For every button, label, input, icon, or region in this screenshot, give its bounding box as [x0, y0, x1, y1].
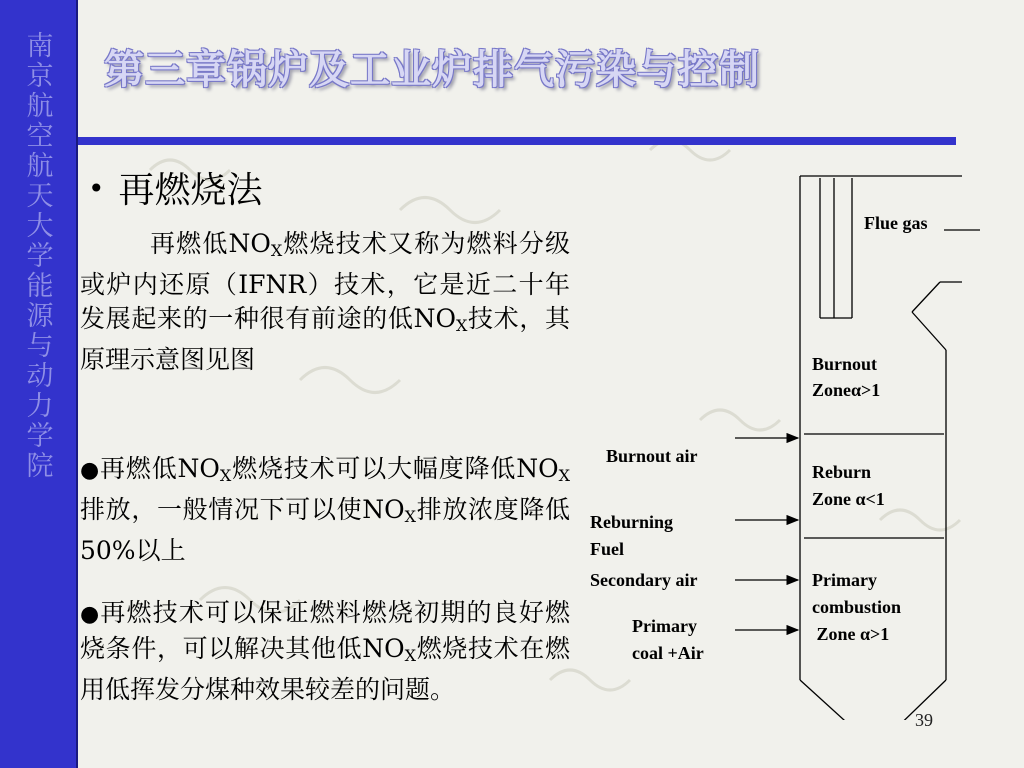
heading-text: 再燃烧法	[118, 170, 263, 211]
bullet-dot-icon: ●	[80, 458, 101, 483]
p1-sub-1: X	[270, 241, 283, 260]
paragraph-intro	[80, 227, 570, 377]
p2-sub-3: X	[404, 507, 417, 526]
hopper-left	[800, 680, 866, 720]
p2-text-c: 排放，一般情况下可以使NO	[80, 495, 405, 524]
flue-gas-label: Flue gas	[864, 213, 928, 233]
p1-sub-2: X	[455, 316, 468, 335]
burnout-zone-label: Burnout	[812, 354, 878, 374]
sidebar	[0, 0, 78, 768]
sidebar-school-name: 南京航空航天大学能源与动力学院	[26, 31, 54, 482]
furnace-right-slope	[912, 312, 946, 350]
reburning-fuel-label: Reburning	[590, 512, 674, 532]
paragraph-benefit-2	[80, 596, 570, 707]
p2-text-a: 再燃低NO	[100, 454, 220, 483]
primary-zone-label: Primary	[812, 570, 877, 590]
page-number: 39	[915, 710, 933, 730]
p2-sub-2: X	[558, 466, 570, 485]
reburn-zone-label: Reburn	[812, 462, 872, 482]
primary-zone-label-3: Zone α>1	[812, 624, 890, 644]
primary-coal-label-2: coal +Air	[632, 643, 704, 663]
p2-sub-1: X	[219, 466, 232, 485]
p1-text-c: 技术，其原理示意图见图	[80, 304, 570, 374]
p3-text-a: 再燃技术可以保证燃料燃烧初期的良好燃烧条件，可以解决其他低NO	[80, 598, 570, 663]
p2-text-b: 燃烧技术可以大幅度降低NO	[231, 454, 559, 483]
bullet-icon: •	[88, 172, 105, 205]
burnout-air-label: Burnout air	[606, 446, 698, 466]
p3-sub-1: X	[404, 646, 417, 665]
slide-title: 第三章锅炉及工业炉排气污染与控制	[104, 47, 760, 93]
p1-text-a: 再燃低NO	[150, 229, 271, 258]
p3-text-b: 燃烧技术在燃用低挥发分煤种效果较差的问题。	[80, 634, 570, 704]
reburn-zone-label-2: Zone α<1	[812, 489, 885, 509]
nose-lower	[912, 282, 940, 312]
primary-zone-label-2: combustion	[812, 597, 902, 617]
primary-coal-label: Primary	[632, 616, 697, 636]
reburning-fuel-label-2: Fuel	[590, 539, 624, 559]
p1-text-b: 燃烧技术又称为燃料分级或炉内还原（IFNR）技术，它是近二十年发展起来的一种很有前途的低NO	[80, 229, 570, 333]
title-divider	[78, 137, 956, 145]
p2-text-d: 排放浓度降低50%以上	[80, 495, 570, 565]
section-heading	[88, 162, 263, 213]
burnout-zone-label-2: Zoneα>1	[812, 380, 881, 400]
secondary-air-label: Secondary air	[590, 570, 698, 590]
reburning-furnace-diagram	[580, 160, 980, 720]
paragraph-benefit-1	[80, 452, 570, 568]
bullet-dot-icon: ●	[80, 602, 101, 627]
